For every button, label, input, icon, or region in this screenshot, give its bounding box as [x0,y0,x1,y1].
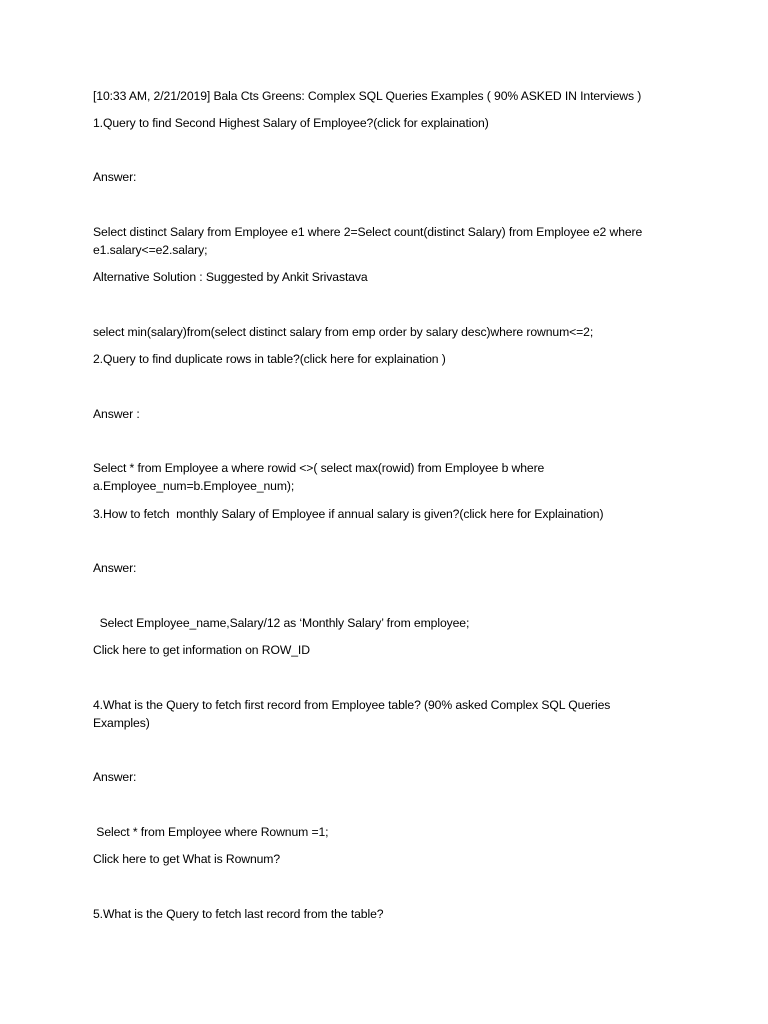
sql-answer-2: Select * from Employee a where rowid <>( select max(rowid) from Employee b where a.Employee_num=b.Employee_num); [93,461,548,493]
answer-label-3: Answer: [93,561,137,575]
sql-answer-1: Select distinct Salary from Employee e1 where 2=Select count(distinct Salary) from Employee e2 where e1.salary<=e2.salary; [93,225,646,257]
document-header: [10:33 AM, 2/21/2019] Bala Cts Greens: Complex SQL Queries Examples ( 90% ASKED IN Interviews ) [93,89,642,103]
answer-label-4: Answer: [93,770,137,784]
sql-answer-3: Select Employee_name,Salary/12 as ‘Monthly Salary’ from employee; [93,616,470,630]
alternative-solution-label: Alternative Solution : Suggested by Ankit Srivastava [93,270,368,284]
question-2: 2.Query to find duplicate rows in table?(click here for explaination ) [93,352,446,366]
question-4: 4.What is the Query to fetch first record from Employee table? (90% asked Complex SQL Queries Examples) [93,698,614,730]
answer-label-1: Answer: [93,170,137,184]
question-1: 1.Query to find Second Highest Salary of Employee?(click for explaination) [93,116,489,130]
answer-label-2: Answer : [93,407,140,421]
rownum-link[interactable]: Click here to get What is Rownum? [93,852,281,866]
alternative-sql: select min(salary)from(select distinct salary from emp order by salary desc)where rownum<=2; [93,325,594,339]
row-id-link[interactable]: Click here to get information on ROW_ID [93,643,310,657]
sql-answer-4: Select * from Employee where Rownum =1; [93,825,329,839]
question-5: 5.What is the Query to fetch last record from the table? [93,907,384,921]
question-3: 3.How to fetch monthly Salary of Employee if annual salary is given?(click here for Explaination) [93,507,604,521]
